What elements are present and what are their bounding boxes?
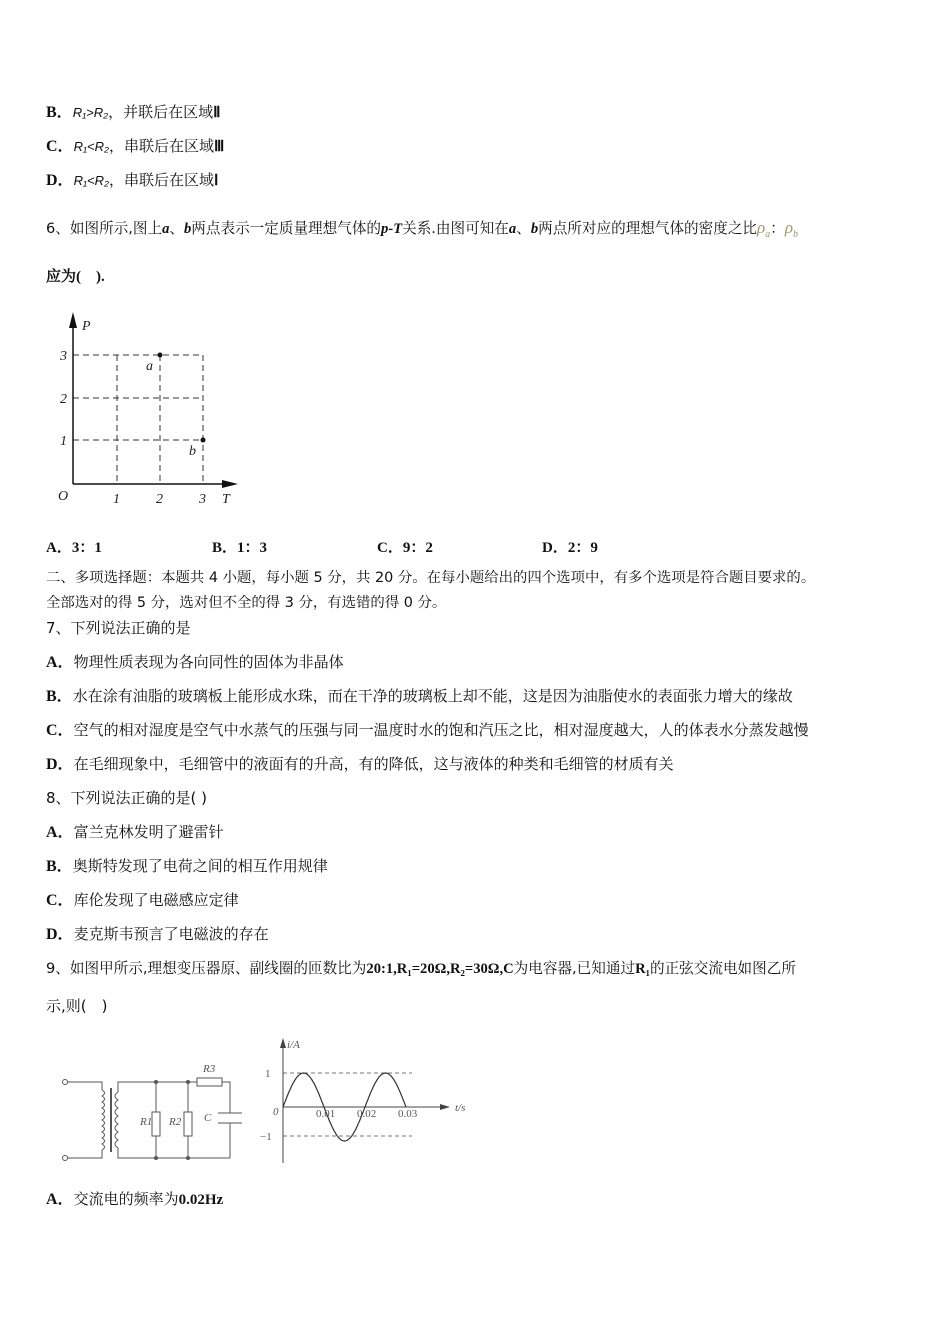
rho-symbol: ρ (757, 218, 766, 237)
text: b (184, 221, 192, 237)
option-text: 奥斯特发现了电荷之间的相互作用规律 (72, 857, 328, 875)
region-numeral: Ⅲ (214, 139, 225, 155)
text: p-T (381, 221, 403, 237)
option-text: 水在涂有油脂的玻璃板上能形成水珠，而在干净的玻璃板上却不能，这是因为油脂使水的表面张力增大的缘故 (72, 687, 793, 705)
option-text: ，串联后在区域 (109, 137, 215, 155)
x-tick: 3 (199, 492, 206, 507)
x-tick: 0.01 (316, 1108, 336, 1120)
option-text: 交流电的频率为 (73, 1190, 179, 1208)
q7-stem: 7、下列说法正确的是 (46, 619, 191, 637)
q9-option-a (46, 1189, 223, 1210)
option-text: ，并联后在区域 (108, 103, 214, 121)
r2-label: R2 (169, 1116, 182, 1128)
t-arrow-icon (440, 1104, 450, 1110)
option-text: 库伦发现了电磁感应定律 (73, 891, 239, 909)
text: 6、如图所示,图上 (46, 220, 163, 237)
q7-option-b (46, 686, 793, 707)
r1-label: R1 (140, 1116, 153, 1128)
r3-label: R3 (203, 1063, 216, 1075)
option-text: ，串联后在区域 (109, 171, 215, 189)
q6-option-c: C．9：2 (377, 540, 433, 556)
text: ： (770, 220, 785, 237)
option-label: C． (46, 138, 74, 155)
q7-option-a (46, 652, 344, 673)
q8-option-b (46, 856, 328, 877)
y-tick: 3 (60, 349, 67, 364)
rho-symbol: ρ (784, 218, 793, 237)
q9-figure (40, 1030, 480, 1170)
option-label: A． (46, 1191, 74, 1208)
resistor-r2 (184, 1112, 192, 1136)
text: 9、如图甲所示,理想变压器原、副线圈的匝数比为 (46, 960, 367, 977)
q6-option-a: A．3：1 (46, 540, 102, 556)
point-a-label: a (146, 359, 153, 374)
text: a (508, 221, 517, 237)
q7-option-c (46, 720, 809, 741)
subscript: b (792, 228, 798, 240)
option-label: D． (46, 926, 74, 943)
x-tick: 0.02 (357, 1108, 377, 1120)
option-formula: R₁<R₂ (73, 173, 109, 188)
y-axis-label: P (82, 319, 91, 334)
option-formula: R₁<R₂ (73, 139, 109, 154)
option-text: 物理性质表现为各向同性的固体为非晶体 (73, 653, 344, 671)
q8-option-c (46, 890, 239, 911)
option-label: A． (46, 824, 74, 841)
option-label: D． (46, 756, 74, 773)
x-tick: 0.03 (398, 1108, 418, 1120)
text: 、 (169, 220, 184, 237)
i-arrow-icon (280, 1038, 286, 1048)
t-axis-label: t/s (455, 1102, 466, 1114)
option-label: B． (46, 858, 73, 875)
resistor-r1 (152, 1112, 160, 1136)
text: R₁ (635, 961, 650, 977)
option-label: C． (46, 722, 74, 739)
text: 两点表示一定质量理想气体的 (191, 220, 382, 237)
resistor-r3 (197, 1078, 222, 1086)
section-heading: 二、多项选择题：本题共 4 小题，每小题 5 分，共 20 分。在每小题给出的四个选项中，有多个选项是符合题目要求的。 (46, 570, 816, 586)
y-tick: 1 (60, 434, 67, 449)
text: 的正弦交流电如图乙所 (649, 960, 796, 977)
text: a (162, 221, 170, 237)
y-tick: 1 (265, 1068, 271, 1080)
q8-stem: 8、下列说法正确的是( ) (46, 789, 208, 807)
section-heading-line2: 全部选对的得 5 分，选对但不全的得 3 分，有选错的得 0 分。 (46, 595, 447, 611)
x-tick: 1 (113, 492, 120, 507)
point-a (158, 353, 163, 358)
q7-option-d (46, 754, 674, 775)
q9-stem-line2: 示,则( ) (46, 997, 108, 1015)
x-tick: 2 (156, 492, 163, 507)
text: 、 (516, 220, 531, 237)
text: 关系.由图可知在 (402, 220, 509, 237)
origin-label: O (58, 489, 69, 504)
option-text: 麦克斯韦预言了电磁波的存在 (73, 925, 269, 943)
text: b (530, 221, 539, 237)
option-value: 0.02Hz (178, 1192, 224, 1208)
q6-option-d: D．2：9 (542, 540, 598, 556)
c-label: C (204, 1112, 212, 1124)
origin-label: 0 (273, 1106, 279, 1118)
point-b (201, 438, 206, 443)
option-label: A． (46, 654, 74, 671)
option-text: 空气的相对湿度是空气中水蒸气的压强与同一温度时水的饱和汽压之比，相对湿度越大，人的体表水分蒸发越慢 (73, 721, 809, 739)
transformer-circuit (63, 1078, 243, 1161)
region-numeral: Ⅱ (213, 105, 221, 121)
pt-graph (0, 0, 950, 520)
x-arrow-icon (222, 480, 238, 488)
region-numeral: Ⅰ (214, 173, 219, 189)
option-text: 在毛细现象中，毛细管中的液面有的升高，有的降低，这与液体的种类和毛细管的材质有关 (73, 755, 674, 773)
option-label: D． (46, 172, 74, 189)
point-b-label: b (189, 444, 196, 459)
y-tick: 2 (60, 392, 67, 407)
text: 为电容器,已知通过 (513, 960, 636, 977)
q8-option-d (46, 924, 269, 945)
subscript: a (765, 228, 771, 240)
option-label: B． (46, 688, 73, 705)
option-text: 富兰克林发明了避雷针 (73, 823, 224, 841)
y-arrow-icon (69, 312, 77, 328)
q9-stem (46, 959, 796, 979)
y-tick: −1 (260, 1131, 272, 1143)
text: 两点所对应的理想气体的密度之比 (538, 220, 758, 237)
q8-option-a (46, 822, 224, 843)
option-label: B． (46, 104, 73, 121)
option-formula: R₁>R₂ (72, 105, 109, 120)
q6-option-b: B．1：3 (212, 540, 268, 556)
i-axis-label: i/A (287, 1039, 300, 1051)
option-label: C． (46, 892, 74, 909)
text: 20:1,R₁=20Ω,R₂=30Ω,C (366, 961, 514, 977)
q6-stem-line2: 应为( ). (46, 269, 105, 285)
x-axis-label: T (222, 492, 230, 507)
